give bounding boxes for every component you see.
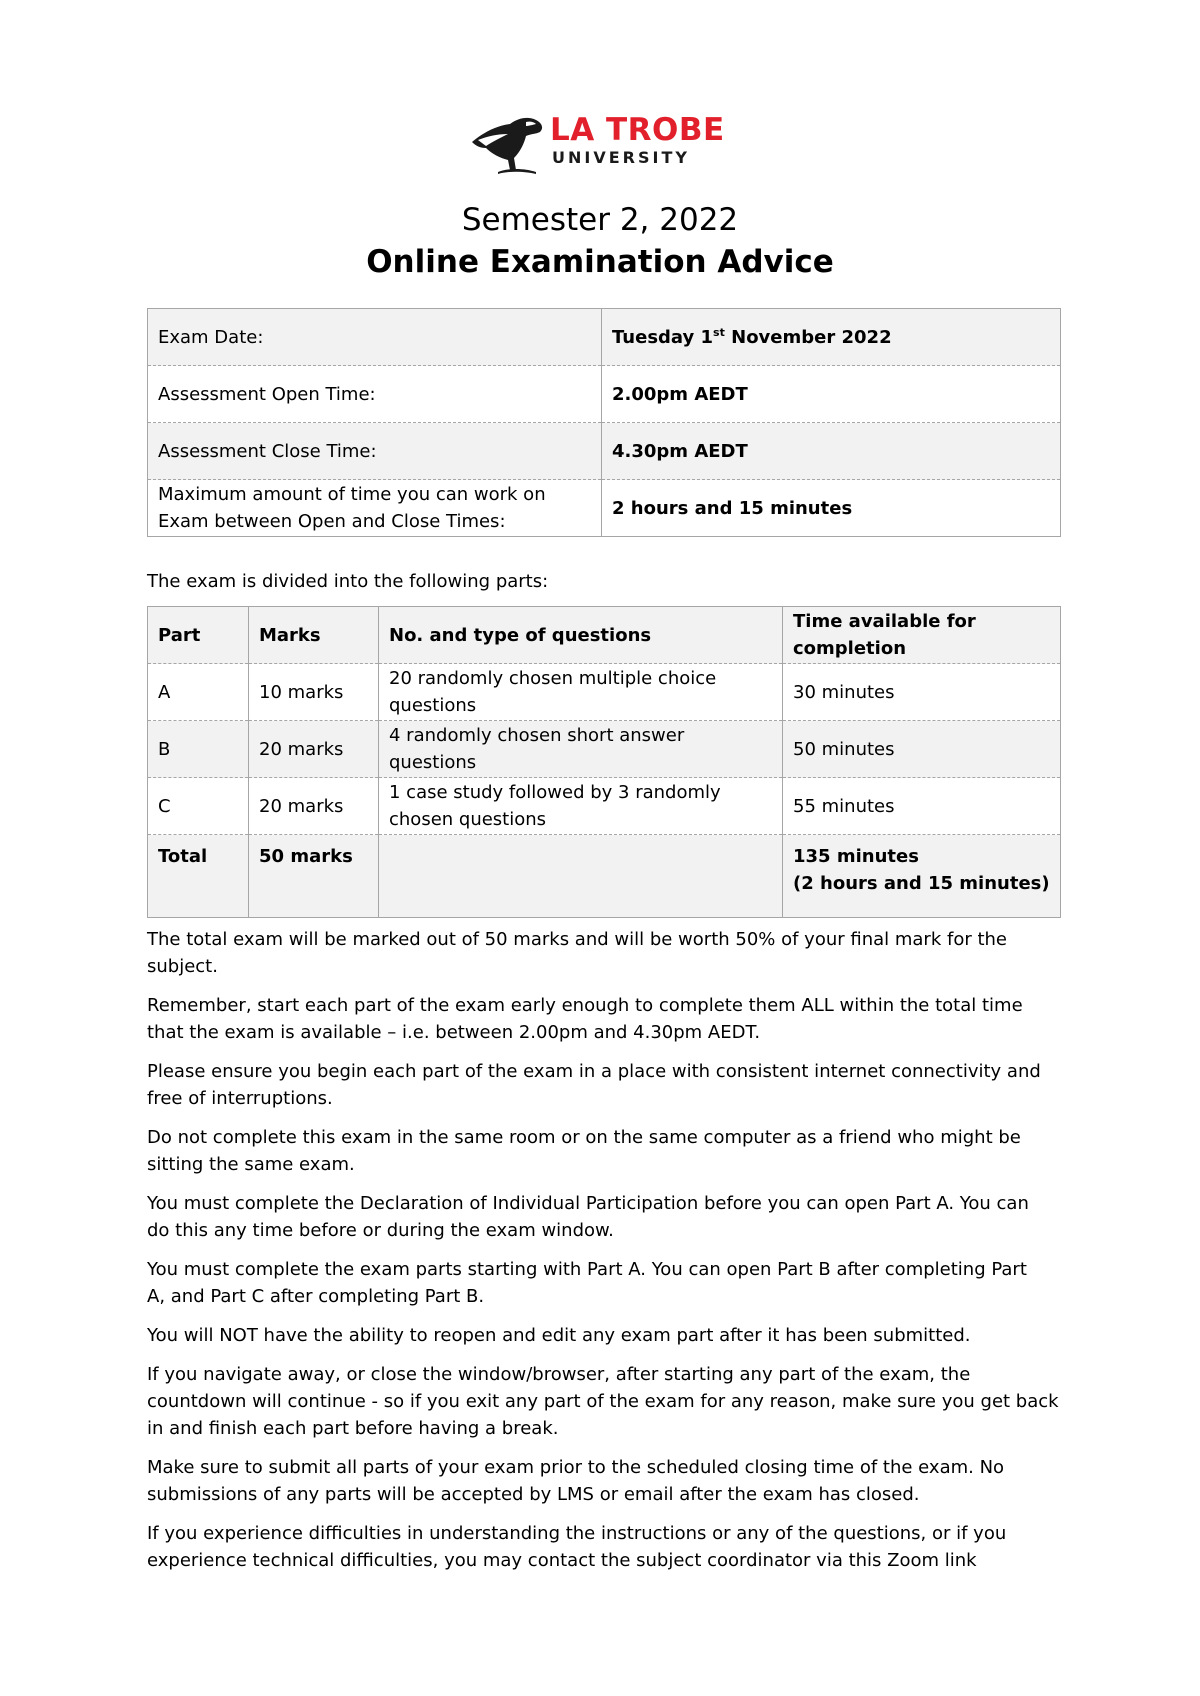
table-header-row bbox=[148, 607, 1061, 664]
page-title: Online Examination Advice bbox=[366, 244, 834, 280]
max-time-label bbox=[148, 480, 602, 537]
header-part: Part bbox=[148, 607, 249, 664]
parts-intro: The exam is divided into the following parts: bbox=[147, 571, 549, 592]
paragraph-line: Please ensure you begin each part of the exam in a place with consistent internet connectivity and bbox=[147, 1061, 1041, 1082]
exam-date-label: Exam Date: bbox=[148, 309, 602, 366]
marks-cell: 20 marks bbox=[249, 778, 379, 835]
paragraph-line: submissions of any parts will be accepted by LMS or email after the exam has closed. bbox=[147, 1484, 920, 1505]
part-cell: A bbox=[148, 664, 249, 721]
exam-date-day: Tuesday 1 bbox=[612, 326, 714, 348]
header-time-line1: Time available for bbox=[793, 611, 976, 632]
instructions-body bbox=[147, 926, 1067, 1586]
questions-cell bbox=[379, 721, 783, 778]
paragraph bbox=[147, 992, 1067, 1046]
logo-name: LA TROBE bbox=[550, 112, 725, 148]
header-questions: No. and type of questions bbox=[379, 607, 783, 664]
paragraph bbox=[147, 1256, 1067, 1310]
questions-line1: 20 randomly chosen multiple choice bbox=[389, 668, 717, 689]
paragraph-line: The total exam will be marked out of 50 marks and will be worth 50% of your final mark for the bbox=[147, 929, 1007, 950]
paragraph bbox=[147, 1190, 1067, 1244]
close-time-value: 4.30pm AEDT bbox=[602, 423, 1061, 480]
paragraph bbox=[147, 1322, 1067, 1349]
paragraph bbox=[147, 1058, 1067, 1112]
exam-date-month: November 2022 bbox=[724, 326, 892, 348]
marks-cell: 20 marks bbox=[249, 721, 379, 778]
paragraph-line: Make sure to submit all parts of your exam prior to the scheduled closing time of the exam. No bbox=[147, 1457, 1005, 1478]
questions-line2: questions bbox=[389, 695, 477, 716]
table-total-row bbox=[148, 835, 1061, 918]
paragraph bbox=[147, 1520, 1067, 1574]
paragraph-line: If you navigate away, or close the window/browser, after starting any part of the exam, the bbox=[147, 1364, 971, 1385]
time-cell: 55 minutes bbox=[783, 778, 1061, 835]
paragraph-line: free of interruptions. bbox=[147, 1088, 333, 1109]
paragraph-line: sitting the same exam. bbox=[147, 1154, 355, 1175]
questions-line1: 1 case study followed by 3 randomly bbox=[389, 782, 721, 803]
paragraph-line: Remember, start each part of the exam early enough to complete them ALL within the total time bbox=[147, 995, 1023, 1016]
total-time bbox=[783, 835, 1061, 918]
max-time-label-line2: Exam between Open and Close Times: bbox=[158, 511, 506, 532]
header-time-line2: completion bbox=[793, 638, 907, 659]
paragraph-line: Do not complete this exam in the same room or on the same computer as a friend who might be bbox=[147, 1127, 1021, 1148]
exam-parts-table bbox=[147, 606, 1061, 918]
table-row bbox=[148, 366, 1061, 423]
eagle-logo-icon bbox=[470, 112, 546, 178]
time-cell: 30 minutes bbox=[783, 664, 1061, 721]
total-marks: 50 marks bbox=[249, 835, 379, 918]
paragraph-line: countdown will continue - so if you exit any part of the exam for any reason, make sure you get back bbox=[147, 1391, 1059, 1412]
time-cell: 50 minutes bbox=[783, 721, 1061, 778]
table-row bbox=[148, 309, 1061, 366]
paragraph-line: A, and Part C after completing Part B. bbox=[147, 1286, 485, 1307]
close-time-label: Assessment Close Time: bbox=[148, 423, 602, 480]
open-time-value: 2.00pm AEDT bbox=[602, 366, 1061, 423]
table-row bbox=[148, 664, 1061, 721]
questions-cell bbox=[379, 664, 783, 721]
paragraph-line: If you experience difficulties in understanding the instructions or any of the questions, or if you bbox=[147, 1523, 1007, 1544]
exam-info-table bbox=[147, 308, 1061, 537]
table-row bbox=[148, 778, 1061, 835]
max-time-value: 2 hours and 15 minutes bbox=[602, 480, 1061, 537]
questions-line2: chosen questions bbox=[389, 809, 547, 830]
header-time bbox=[783, 607, 1061, 664]
paragraph-line: in and finish each part before having a break. bbox=[147, 1418, 559, 1439]
total-time-line1: 135 minutes bbox=[793, 846, 919, 867]
paragraph-line: subject. bbox=[147, 956, 218, 977]
semester-heading: Semester 2, 2022 bbox=[461, 202, 739, 238]
part-cell: C bbox=[148, 778, 249, 835]
total-label: Total bbox=[148, 835, 249, 918]
paragraph bbox=[147, 1454, 1067, 1508]
exam-date-value bbox=[602, 309, 1061, 366]
max-time-label-line1: Maximum amount of time you can work on bbox=[158, 484, 546, 505]
paragraph bbox=[147, 1361, 1067, 1442]
table-row bbox=[148, 480, 1061, 537]
part-cell: B bbox=[148, 721, 249, 778]
questions-cell bbox=[379, 778, 783, 835]
questions-line1: 4 randomly chosen short answer bbox=[389, 725, 685, 746]
questions-line2: questions bbox=[389, 752, 477, 773]
table-row bbox=[148, 721, 1061, 778]
paragraph bbox=[147, 1124, 1067, 1178]
paragraph-line: You must complete the exam parts starting with Part A. You can open Part B after completing Part bbox=[147, 1259, 1027, 1280]
logo-subtitle: UNIVERSITY bbox=[552, 148, 690, 167]
total-questions-empty bbox=[379, 835, 783, 918]
marks-cell: 10 marks bbox=[249, 664, 379, 721]
paragraph-line: that the exam is available – i.e. between 2.00pm and 4.30pm AEDT. bbox=[147, 1022, 761, 1043]
paragraph-line: experience technical difficulties, you may contact the subject coordinator via this Zoom link bbox=[147, 1550, 977, 1571]
paragraph-line: You will NOT have the ability to reopen and edit any exam part after it has been submitted. bbox=[147, 1325, 971, 1346]
paragraph bbox=[147, 926, 1067, 980]
exam-date-suffix: st bbox=[713, 325, 725, 339]
university-logo bbox=[470, 112, 740, 178]
table-row bbox=[148, 423, 1061, 480]
paragraph-line: You must complete the Declaration of Individual Participation before you can open Part A. You can bbox=[147, 1193, 1029, 1214]
total-time-line2: (2 hours and 15 minutes) bbox=[793, 873, 1050, 894]
open-time-label: Assessment Open Time: bbox=[148, 366, 602, 423]
paragraph-line: do this any time before or during the exam window. bbox=[147, 1220, 614, 1241]
header-marks: Marks bbox=[249, 607, 379, 664]
